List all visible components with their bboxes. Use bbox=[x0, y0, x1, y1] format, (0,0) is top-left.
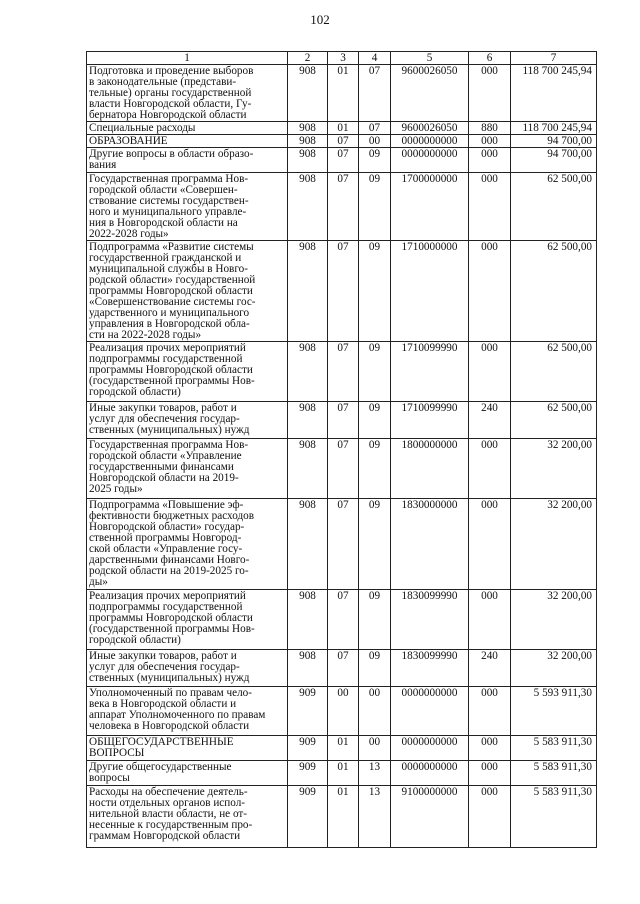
target-item-code-cell: 1700000000 bbox=[391, 173, 469, 241]
row-title-line: программы Новгородской области bbox=[89, 285, 253, 297]
row-title-line: городской области) bbox=[89, 634, 181, 646]
row-title-line: Расходы на обеспечение деятель- bbox=[89, 786, 248, 798]
table-row bbox=[87, 135, 597, 148]
section-code-cell: 01 bbox=[328, 736, 359, 761]
row-title-cell bbox=[87, 590, 288, 650]
agency-code-cell: 909 bbox=[288, 761, 328, 786]
row-title-cell bbox=[87, 173, 288, 241]
subsection-code-cell: 09 bbox=[359, 650, 391, 687]
header-cell: 4 bbox=[359, 52, 391, 65]
expense-type-code-cell: 000 bbox=[469, 65, 511, 122]
agency-code-cell: 908 bbox=[288, 402, 328, 439]
subsection-code-cell: 00 bbox=[359, 736, 391, 761]
row-title-line: (государственной программы Нов- bbox=[89, 623, 255, 635]
subsection-code-cell: 09 bbox=[359, 241, 391, 342]
row-title-line: управления в Новгородской обла- bbox=[89, 318, 250, 330]
row-title-cell bbox=[87, 241, 288, 342]
table-row bbox=[87, 173, 597, 241]
subsection-code-cell: 00 bbox=[359, 135, 391, 148]
row-title-line: ственной программы Новгород- bbox=[89, 532, 242, 544]
row-title-line: вопросы bbox=[89, 772, 130, 784]
target-item-code-cell: 9100000000 bbox=[391, 786, 469, 848]
subsection-code-cell: 00 bbox=[359, 687, 391, 736]
amount-cell: 5 593 911,30 bbox=[511, 687, 597, 736]
agency-code-cell: 908 bbox=[288, 499, 328, 590]
row-title-line: ской области «Управление госу- bbox=[89, 543, 243, 555]
row-title-cell bbox=[87, 650, 288, 687]
row-title-cell bbox=[87, 736, 288, 761]
target-item-code-cell: 1830000000 bbox=[391, 499, 469, 590]
target-item-code-cell: 0000000000 bbox=[391, 761, 469, 786]
section-code-cell: 07 bbox=[328, 590, 359, 650]
section-code-cell: 01 bbox=[328, 65, 359, 122]
row-title-line: программы Новгородской области bbox=[89, 364, 253, 376]
row-title-line: дарственными финансами Новго- bbox=[89, 554, 250, 566]
row-title-line: ОБРАЗОВАНИЕ bbox=[89, 135, 168, 147]
agency-code-cell: 908 bbox=[288, 590, 328, 650]
row-title-line: бернатора Новгородской области bbox=[89, 109, 247, 121]
table-row bbox=[87, 402, 597, 439]
target-item-code-cell: 1800000000 bbox=[391, 439, 469, 499]
table-row bbox=[87, 439, 597, 499]
row-title-line: ОБЩЕГОСУДАРСТВЕННЫЕ bbox=[89, 736, 234, 748]
row-title-cell bbox=[87, 148, 288, 173]
row-title-cell bbox=[87, 65, 288, 122]
section-code-cell: 07 bbox=[328, 342, 359, 402]
row-title-line: ственных (муниципальных) нужд bbox=[89, 672, 250, 684]
table-row bbox=[87, 786, 597, 848]
header-cell: 7 bbox=[511, 52, 597, 65]
row-title-line: ности отдельных органов испол- bbox=[89, 797, 246, 809]
amount-cell: 5 583 911,30 bbox=[511, 786, 597, 848]
agency-code-cell: 908 bbox=[288, 439, 328, 499]
row-title-line: человека в Новгородской области bbox=[89, 720, 250, 732]
subsection-code-cell: 13 bbox=[359, 761, 391, 786]
section-code-cell: 07 bbox=[328, 241, 359, 342]
row-title-line: услуг для обеспечения государ- bbox=[89, 413, 240, 425]
table-row bbox=[87, 687, 597, 736]
table-body bbox=[87, 52, 597, 848]
row-title-line: Иные закупки товаров, работ и bbox=[89, 650, 237, 662]
table-row bbox=[87, 499, 597, 590]
subsection-code-cell: 09 bbox=[359, 342, 391, 402]
section-code-cell: 07 bbox=[328, 135, 359, 148]
row-title-line: Новгородской области на 2019- bbox=[89, 472, 239, 484]
row-title-line: ного и муниципального управле- bbox=[89, 206, 247, 218]
row-title-line: городской области «Управление bbox=[89, 450, 242, 462]
row-title-line: услуг для обеспечения государ- bbox=[89, 661, 240, 673]
table-row bbox=[87, 736, 597, 761]
row-title-line: ды» bbox=[89, 576, 108, 588]
table-row bbox=[87, 590, 597, 650]
subsection-code-cell: 09 bbox=[359, 148, 391, 173]
row-title-cell bbox=[87, 499, 288, 590]
row-title-line: государственной гражданской и bbox=[89, 252, 242, 264]
row-title-cell bbox=[87, 439, 288, 499]
row-title-line: фективности бюджетных расходов bbox=[89, 510, 255, 522]
agency-code-cell: 908 bbox=[288, 148, 328, 173]
row-title-line: Иные закупки товаров, работ и bbox=[89, 402, 237, 414]
row-title-line: Уполномоченный по правам чело- bbox=[89, 687, 252, 699]
expense-type-code-cell: 000 bbox=[469, 135, 511, 148]
row-title-line: несенные к государственным про- bbox=[89, 819, 253, 831]
expense-type-code-cell: 000 bbox=[469, 761, 511, 786]
amount-cell: 62 500,00 bbox=[511, 342, 597, 402]
row-title-line: века в Новгородской области и bbox=[89, 698, 237, 710]
target-item-code-cell: 1710099990 bbox=[391, 342, 469, 402]
subsection-code-cell: 09 bbox=[359, 402, 391, 439]
agency-code-cell: 909 bbox=[288, 736, 328, 761]
amount-cell: 32 200,00 bbox=[511, 439, 597, 499]
agency-code-cell: 908 bbox=[288, 135, 328, 148]
amount-cell: 32 200,00 bbox=[511, 499, 597, 590]
section-code-cell: 07 bbox=[328, 173, 359, 241]
expense-type-code-cell: 000 bbox=[469, 499, 511, 590]
amount-cell: 5 583 911,30 bbox=[511, 761, 597, 786]
amount-cell: 32 200,00 bbox=[511, 650, 597, 687]
row-title-line: Другие общегосударственные bbox=[89, 761, 232, 773]
section-code-cell: 07 bbox=[328, 499, 359, 590]
row-title-line: муниципальной службы в Новго- bbox=[89, 263, 248, 275]
row-title-line: родской области на 2019-2025 го- bbox=[89, 565, 249, 577]
row-title-line: 2025 годы» bbox=[89, 483, 143, 495]
subsection-code-cell: 09 bbox=[359, 499, 391, 590]
row-title-line: «Совершенствование системы гос- bbox=[89, 296, 256, 308]
row-title-line: государственными финансами bbox=[89, 461, 234, 473]
section-code-cell: 00 bbox=[328, 687, 359, 736]
section-code-cell: 07 bbox=[328, 402, 359, 439]
section-code-cell: 01 bbox=[328, 122, 359, 135]
amount-cell: 118 700 245,94 bbox=[511, 65, 597, 122]
expense-type-code-cell: 000 bbox=[469, 687, 511, 736]
expense-type-code-cell: 000 bbox=[469, 173, 511, 241]
section-code-cell: 07 bbox=[328, 439, 359, 499]
target-item-code-cell: 0000000000 bbox=[391, 687, 469, 736]
expense-type-code-cell: 000 bbox=[469, 590, 511, 650]
target-item-code-cell: 1710099990 bbox=[391, 402, 469, 439]
row-title-line: Реализация прочих мероприятий bbox=[89, 590, 246, 602]
table-row bbox=[87, 241, 597, 342]
row-title-line: подпрограммы государственной bbox=[89, 601, 243, 613]
table-row bbox=[87, 650, 597, 687]
subsection-code-cell: 09 bbox=[359, 590, 391, 650]
subsection-code-cell: 09 bbox=[359, 439, 391, 499]
table-row bbox=[87, 122, 597, 135]
row-title-line: сти на 2022-2028 годы» bbox=[89, 329, 202, 341]
expense-type-code-cell: 000 bbox=[469, 736, 511, 761]
header-cell: 1 bbox=[87, 52, 288, 65]
amount-cell: 94 700,00 bbox=[511, 135, 597, 148]
row-title-line: тельные) органы государственной bbox=[89, 87, 252, 99]
row-title-cell bbox=[87, 761, 288, 786]
expense-type-code-cell: 880 bbox=[469, 122, 511, 135]
row-title-line: программы Новгородской области bbox=[89, 612, 253, 624]
amount-cell: 62 500,00 bbox=[511, 173, 597, 241]
expense-type-code-cell: 000 bbox=[469, 241, 511, 342]
subsection-code-cell: 07 bbox=[359, 122, 391, 135]
row-title-line: (государственной программы Нов- bbox=[89, 375, 255, 387]
subsection-code-cell: 07 bbox=[359, 65, 391, 122]
agency-code-cell: 909 bbox=[288, 786, 328, 848]
amount-cell: 32 200,00 bbox=[511, 590, 597, 650]
row-title-line: Государственная программа Нов- bbox=[89, 439, 249, 451]
header-cell: 3 bbox=[328, 52, 359, 65]
table-row bbox=[87, 342, 597, 402]
section-code-cell: 07 bbox=[328, 650, 359, 687]
agency-code-cell: 908 bbox=[288, 65, 328, 122]
row-title-line: Новгородской области» государ- bbox=[89, 521, 245, 533]
target-item-code-cell: 1710000000 bbox=[391, 241, 469, 342]
section-code-cell: 01 bbox=[328, 786, 359, 848]
expense-type-code-cell: 240 bbox=[469, 402, 511, 439]
table-row bbox=[87, 148, 597, 173]
row-title-line: родской области» государственной bbox=[89, 274, 256, 286]
amount-cell: 118 700 245,94 bbox=[511, 122, 597, 135]
row-title-line: Подпрограмма «Развитие системы bbox=[89, 241, 254, 253]
section-code-cell: 01 bbox=[328, 761, 359, 786]
agency-code-cell: 908 bbox=[288, 650, 328, 687]
row-title-line: ния в Новгородской области на bbox=[89, 217, 238, 229]
table-row bbox=[87, 65, 597, 122]
target-item-code-cell: 0000000000 bbox=[391, 736, 469, 761]
row-title-line: аппарат Уполномоченного по правам bbox=[89, 709, 266, 721]
target-item-code-cell: 1830099990 bbox=[391, 650, 469, 687]
row-title-line: Другие вопросы в области образо- bbox=[89, 148, 254, 160]
subsection-code-cell: 13 bbox=[359, 786, 391, 848]
row-title-line: ственных (муниципальных) нужд bbox=[89, 424, 250, 436]
budget-table bbox=[86, 51, 597, 848]
expense-type-code-cell: 000 bbox=[469, 439, 511, 499]
table-row bbox=[87, 761, 597, 786]
amount-cell: 5 583 911,30 bbox=[511, 736, 597, 761]
expense-type-code-cell: 000 bbox=[469, 148, 511, 173]
row-title-line: 2022-2028 годы» bbox=[89, 228, 169, 240]
target-item-code-cell: 9600026050 bbox=[391, 65, 469, 122]
target-item-code-cell: 0000000000 bbox=[391, 135, 469, 148]
row-title-line: подпрограммы государственной bbox=[89, 353, 243, 365]
agency-code-cell: 908 bbox=[288, 173, 328, 241]
amount-cell: 62 500,00 bbox=[511, 241, 597, 342]
row-title-line: Реализация прочих мероприятий bbox=[89, 342, 246, 354]
amount-cell: 94 700,00 bbox=[511, 148, 597, 173]
row-title-line: вания bbox=[89, 159, 117, 171]
row-title-line: ВОПРОСЫ bbox=[89, 747, 145, 759]
target-item-code-cell: 9600026050 bbox=[391, 122, 469, 135]
row-title-line: Государственная программа Нов- bbox=[89, 173, 249, 185]
expense-type-code-cell: 000 bbox=[469, 786, 511, 848]
row-title-cell bbox=[87, 786, 288, 848]
row-title-cell bbox=[87, 687, 288, 736]
target-item-code-cell: 1830099990 bbox=[391, 590, 469, 650]
page-number: 102 bbox=[310, 12, 330, 27]
header-row bbox=[87, 52, 597, 65]
agency-code-cell: 909 bbox=[288, 687, 328, 736]
row-title-line: граммам Новгородской области bbox=[89, 830, 241, 842]
header-cell: 5 bbox=[391, 52, 469, 65]
row-title-line: городской области «Совершен- bbox=[89, 184, 238, 196]
section-code-cell: 07 bbox=[328, 148, 359, 173]
agency-code-cell: 908 bbox=[288, 122, 328, 135]
header-cell: 6 bbox=[469, 52, 511, 65]
row-title-line: в законодательные (представи- bbox=[89, 76, 237, 88]
row-title-cell bbox=[87, 402, 288, 439]
row-title-cell bbox=[87, 135, 288, 148]
expense-type-code-cell: 000 bbox=[469, 342, 511, 402]
row-title-cell bbox=[87, 122, 288, 135]
row-title-cell bbox=[87, 342, 288, 402]
expense-type-code-cell: 240 bbox=[469, 650, 511, 687]
row-title-line: городской области) bbox=[89, 386, 181, 398]
row-title-line: Подпрограмма «Повышение эф- bbox=[89, 499, 244, 511]
header-cell: 2 bbox=[288, 52, 328, 65]
target-item-code-cell: 0000000000 bbox=[391, 148, 469, 173]
row-title-line: ствование системы государствен- bbox=[89, 195, 249, 207]
amount-cell: 62 500,00 bbox=[511, 402, 597, 439]
row-title-line: ударственного и муниципального bbox=[89, 307, 250, 319]
row-title-line: нительной власти области, не от- bbox=[89, 808, 248, 820]
subsection-code-cell: 09 bbox=[359, 173, 391, 241]
agency-code-cell: 908 bbox=[288, 241, 328, 342]
row-title-line: власти Новгородской области, Гу- bbox=[89, 98, 252, 110]
agency-code-cell: 908 bbox=[288, 342, 328, 402]
row-title-line: Специальные расходы bbox=[89, 122, 196, 134]
row-title-line: Подготовка и проведение выборов bbox=[89, 65, 254, 77]
